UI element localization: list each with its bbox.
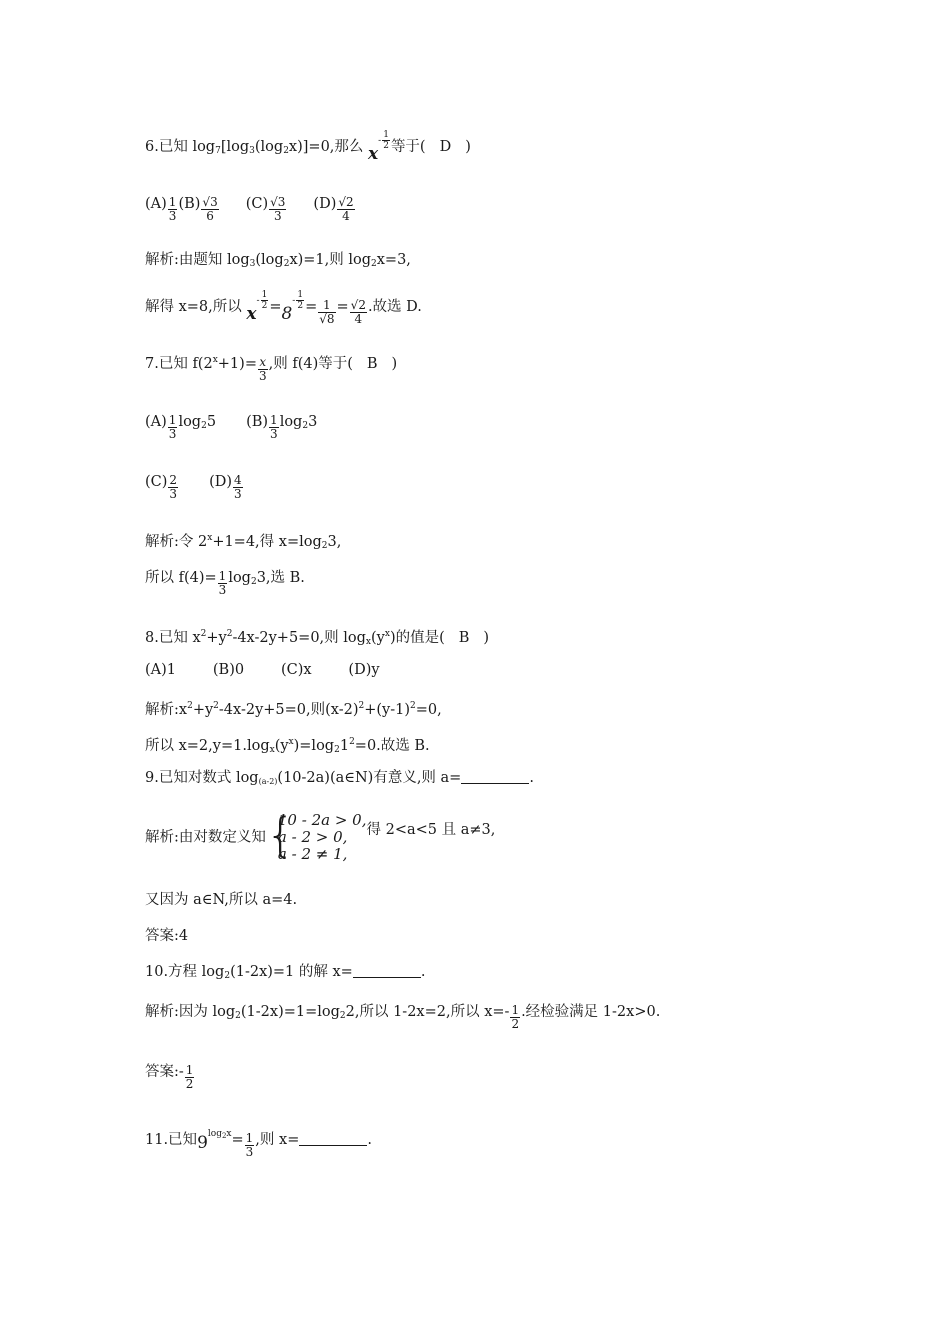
q6-text: 等于( [390, 139, 426, 155]
frac-den: 3 [218, 583, 227, 597]
frac [510, 1004, 520, 1031]
sol-text: 得 2<a<5 且 a≠3, [366, 821, 496, 838]
sub: 2 [321, 541, 328, 551]
q6-option-c-frac [269, 196, 286, 223]
sol-base-8: 8 [281, 304, 293, 324]
frac-num: 1 [270, 413, 278, 427]
frac-num: 1 [185, 1063, 194, 1077]
sol-text: 1 [339, 738, 350, 754]
q9-solution-2: 又因为 a∈N,所以 a=4. [145, 892, 298, 908]
frac-num: √3 [202, 195, 218, 209]
frac-den: 3 [168, 209, 177, 223]
sol-exponent: - $\frac{1}{2}$ [256, 290, 268, 311]
frac [168, 474, 178, 501]
q6-exp-sign: - [378, 136, 382, 146]
q8-answer: B [458, 630, 470, 646]
sol-text: 解析:因为 log [145, 1004, 236, 1020]
q8-solution-1 [145, 696, 442, 720]
q9-text: 9.已知对数式 log [145, 770, 259, 786]
sol-text: .经检验满足 1-2x>0. [521, 1004, 661, 1020]
q6-exp-num: 1 [383, 130, 389, 140]
frac-den: 2 [185, 1077, 194, 1091]
sol-text: )=log [293, 738, 335, 754]
sub: 2 [334, 745, 340, 755]
sup: x [288, 737, 294, 747]
q8-solution-2 [145, 732, 430, 760]
q6-options [145, 194, 356, 223]
q11-text: ,则 x= [255, 1132, 300, 1148]
text: log [178, 414, 202, 430]
q9-solution-1 [145, 808, 496, 863]
frac-num: √3 [270, 195, 286, 209]
left-brace-icon: { [265, 808, 296, 862]
sol-text: x=3, [376, 252, 411, 268]
q7-option-c: (C) [145, 474, 168, 490]
sup: 2 [349, 737, 355, 747]
q10-stem [145, 962, 425, 986]
q9-text: (10-2a)(a∈N)有意义,则 a= [277, 770, 462, 786]
q6-text: 6.已知 log [145, 139, 216, 155]
sol-text: =0.故选 B. [354, 738, 430, 754]
sol-x: x [246, 304, 257, 324]
sol-text: 3, [327, 534, 342, 550]
q9-answer: 答案:4 [145, 928, 189, 944]
q8-text: ) [483, 630, 490, 646]
q6-option-d: (D) [313, 196, 337, 212]
sol-text: (1-2x)=1=log [240, 1004, 340, 1020]
q7-solution-2 [145, 568, 305, 597]
ans-text: 答案:- [145, 1064, 184, 1080]
q8-options: (A)1 (B)0 (C)x (D)y [145, 662, 380, 678]
sub: x [365, 637, 371, 647]
sup: 2 [410, 701, 416, 711]
sup: 2 [200, 629, 207, 639]
q7-option-d: (D) [209, 474, 233, 490]
q6-exp-den: 2 [383, 141, 389, 151]
q6-option-a: (A) [145, 196, 167, 212]
sup: 2 [358, 701, 365, 711]
sub: 2 [302, 421, 309, 431]
q6-option-b-frac [201, 196, 218, 223]
q7-frac [258, 356, 268, 383]
q11-base: 9 [197, 1133, 208, 1153]
sol-text: (y [274, 738, 289, 754]
q6-option-c: (C) [245, 196, 269, 212]
sub: 2 [235, 1011, 241, 1021]
sol-text: +1=4,得 x=log [212, 534, 322, 550]
sup: 2 [187, 701, 193, 711]
q7-options-ab [145, 412, 317, 441]
sol-text: +y [192, 702, 214, 718]
sup: 2 [226, 629, 233, 639]
q6-text: [log [220, 139, 250, 155]
q7-text: ,则 f(4)等于( [268, 356, 353, 372]
sup: x [207, 533, 213, 543]
frac-num: 1 [511, 1003, 520, 1017]
q11-text: 11.已知 [145, 1132, 198, 1148]
sub: 2 [250, 577, 257, 587]
q6-exponent [378, 130, 391, 151]
sol-text: +(y-1) [364, 702, 410, 718]
q6-x: x [368, 144, 379, 164]
frac [233, 474, 243, 501]
q6-exp-frac [382, 130, 390, 151]
sol-text: =0, [415, 702, 442, 718]
frac-num: 1 [168, 413, 177, 427]
sol-text: 解析:x [145, 702, 188, 718]
frac [218, 570, 228, 597]
q10-answer [145, 1062, 195, 1091]
q6-option-d-frac [337, 196, 354, 223]
sol-eq: = [305, 299, 318, 315]
q9-inequality-system [265, 808, 367, 863]
q6-text: ) [465, 139, 471, 155]
text: log [279, 414, 303, 430]
frac-den: 3 [269, 209, 286, 223]
frac-den: 4 [350, 312, 367, 326]
q10-text: (1-2x)=1 的解 x= [230, 964, 353, 980]
q11-answer-blank[interactable] [299, 1131, 367, 1146]
q9-stem [145, 768, 534, 792]
q6-sub: 2 [283, 146, 289, 156]
q6-solution-1 [145, 250, 411, 274]
frac-den: 3 [258, 369, 267, 383]
sub: 2 [221, 1132, 227, 1140]
sys-row: a - 2 ≠ 1, [277, 845, 348, 863]
frac-num: √2 [338, 195, 354, 209]
exp-text: log [207, 1129, 222, 1139]
sol-text: 所以 x=2,y=1.log [145, 738, 270, 754]
q7-text: 7.已知 f(2 [145, 356, 213, 372]
sol-text: .故选 D. [367, 299, 422, 315]
q8-stem [145, 624, 489, 652]
q8-text: (y [371, 630, 385, 646]
sol-text: 2,所以 1-2x=2,所以 x=- [345, 1004, 510, 1020]
frac-den: 4 [337, 209, 354, 223]
frac-den: 3 [270, 427, 278, 441]
frac-num: √2 [350, 298, 366, 312]
frac-num: 2 [169, 473, 178, 487]
sub: 2 [224, 971, 231, 981]
q7-options-cd [145, 472, 244, 501]
frac-num: 4 [234, 473, 242, 487]
q10-text: . [420, 964, 426, 980]
frac-num: 1 [218, 569, 227, 583]
q6-stem [145, 130, 471, 164]
sol-text: 解析:由对数定义知 [145, 829, 266, 846]
q10-answer-blank[interactable] [353, 963, 421, 978]
sup: x [384, 629, 390, 639]
sys-row: a - 2 > 0, [277, 828, 348, 846]
sys-row: 10 - 2a > 0, [277, 811, 367, 829]
sub: x [269, 745, 275, 755]
q7-option-a: (A) [145, 414, 167, 430]
frac-den: 2 [511, 1017, 520, 1031]
sol-frac-1 [318, 299, 335, 326]
q11-stem [145, 1124, 372, 1159]
q6-answer: D [439, 139, 452, 155]
frac-den: √8 [319, 312, 335, 326]
sol-text: 解析:由题知 log [145, 252, 250, 268]
exp-text: x [226, 1129, 232, 1139]
q8-text: -4x-2y+5=0,则 log [232, 630, 366, 646]
frac [269, 414, 279, 441]
sub: 2 [371, 259, 377, 269]
q6-text: x)]=0,那么 [288, 139, 364, 155]
q9-text: . [529, 770, 534, 786]
text: 3 [308, 414, 318, 430]
frac-num: 1 [168, 195, 177, 209]
q11-text: = [231, 1132, 244, 1148]
sol-frac-2 [350, 299, 367, 326]
q6-solution-2: 解得 x=8,所以 x- $\frac{1}{2}$ =8- $\frac{1}{2}$ = $\frac{1}{√8}$ = $\frac{√2}{4}$ .故选 D. [145, 290, 422, 326]
q7-option-b: (B) [246, 414, 269, 430]
sup: 2 [213, 701, 219, 711]
q6-sub: 3 [249, 146, 255, 156]
sol-text: x)=1,则 log [289, 252, 372, 268]
q6-option-a-frac [168, 196, 178, 223]
sol-text: 所以 f(4)= [145, 570, 217, 586]
q8-text: +y [206, 630, 227, 646]
frac [245, 1132, 255, 1159]
q9-answer-blank[interactable] [461, 769, 529, 784]
sol-text: log [228, 570, 251, 586]
sol-exponent: - $\frac{1}{2}$ [292, 290, 304, 311]
text: 5 [206, 414, 217, 430]
sub: (a-2) [258, 777, 278, 786]
q6-option-b: (B) [178, 196, 201, 212]
sol-text: (log [255, 252, 284, 268]
sub: 2 [201, 421, 207, 431]
q8-text: 8.已知 x [145, 630, 201, 646]
sol-text: 解得 x=8,所以 [145, 299, 242, 315]
q6-sub: 7 [215, 146, 221, 156]
frac-den: 3 [234, 487, 242, 501]
frac-num: 1 [323, 298, 331, 312]
q7-answer: B [366, 356, 378, 372]
sup: x [212, 355, 218, 365]
q10-solution [145, 1002, 660, 1031]
frac [168, 414, 178, 441]
frac-den: 3 [245, 1145, 254, 1159]
frac-den: 3 [168, 427, 177, 441]
q7-stem [145, 350, 397, 383]
q7-text: ) [391, 356, 398, 372]
q10-text: 10.方程 log [145, 964, 225, 980]
sol-text: 解析:令 2 [145, 534, 208, 550]
q6-text: (log [254, 139, 284, 155]
q7-text: +1)= [217, 356, 257, 372]
frac [185, 1064, 195, 1091]
frac-den: 3 [169, 487, 178, 501]
sol-text: -4x-2y+5=0,则(x-2) [218, 702, 359, 718]
frac-den: 6 [201, 209, 218, 223]
frac-num: x [259, 355, 267, 369]
sol-text: 3,选 B. [256, 570, 305, 586]
frac-num: 1 [245, 1131, 254, 1145]
sub: 3 [249, 259, 256, 269]
q11-exponent [208, 1124, 232, 1146]
q8-text: )的值是( [389, 630, 445, 646]
q11-text: . [367, 1132, 372, 1148]
q7-solution-1 [145, 528, 341, 556]
sub: 2 [283, 259, 290, 269]
sub: 2 [339, 1011, 346, 1021]
